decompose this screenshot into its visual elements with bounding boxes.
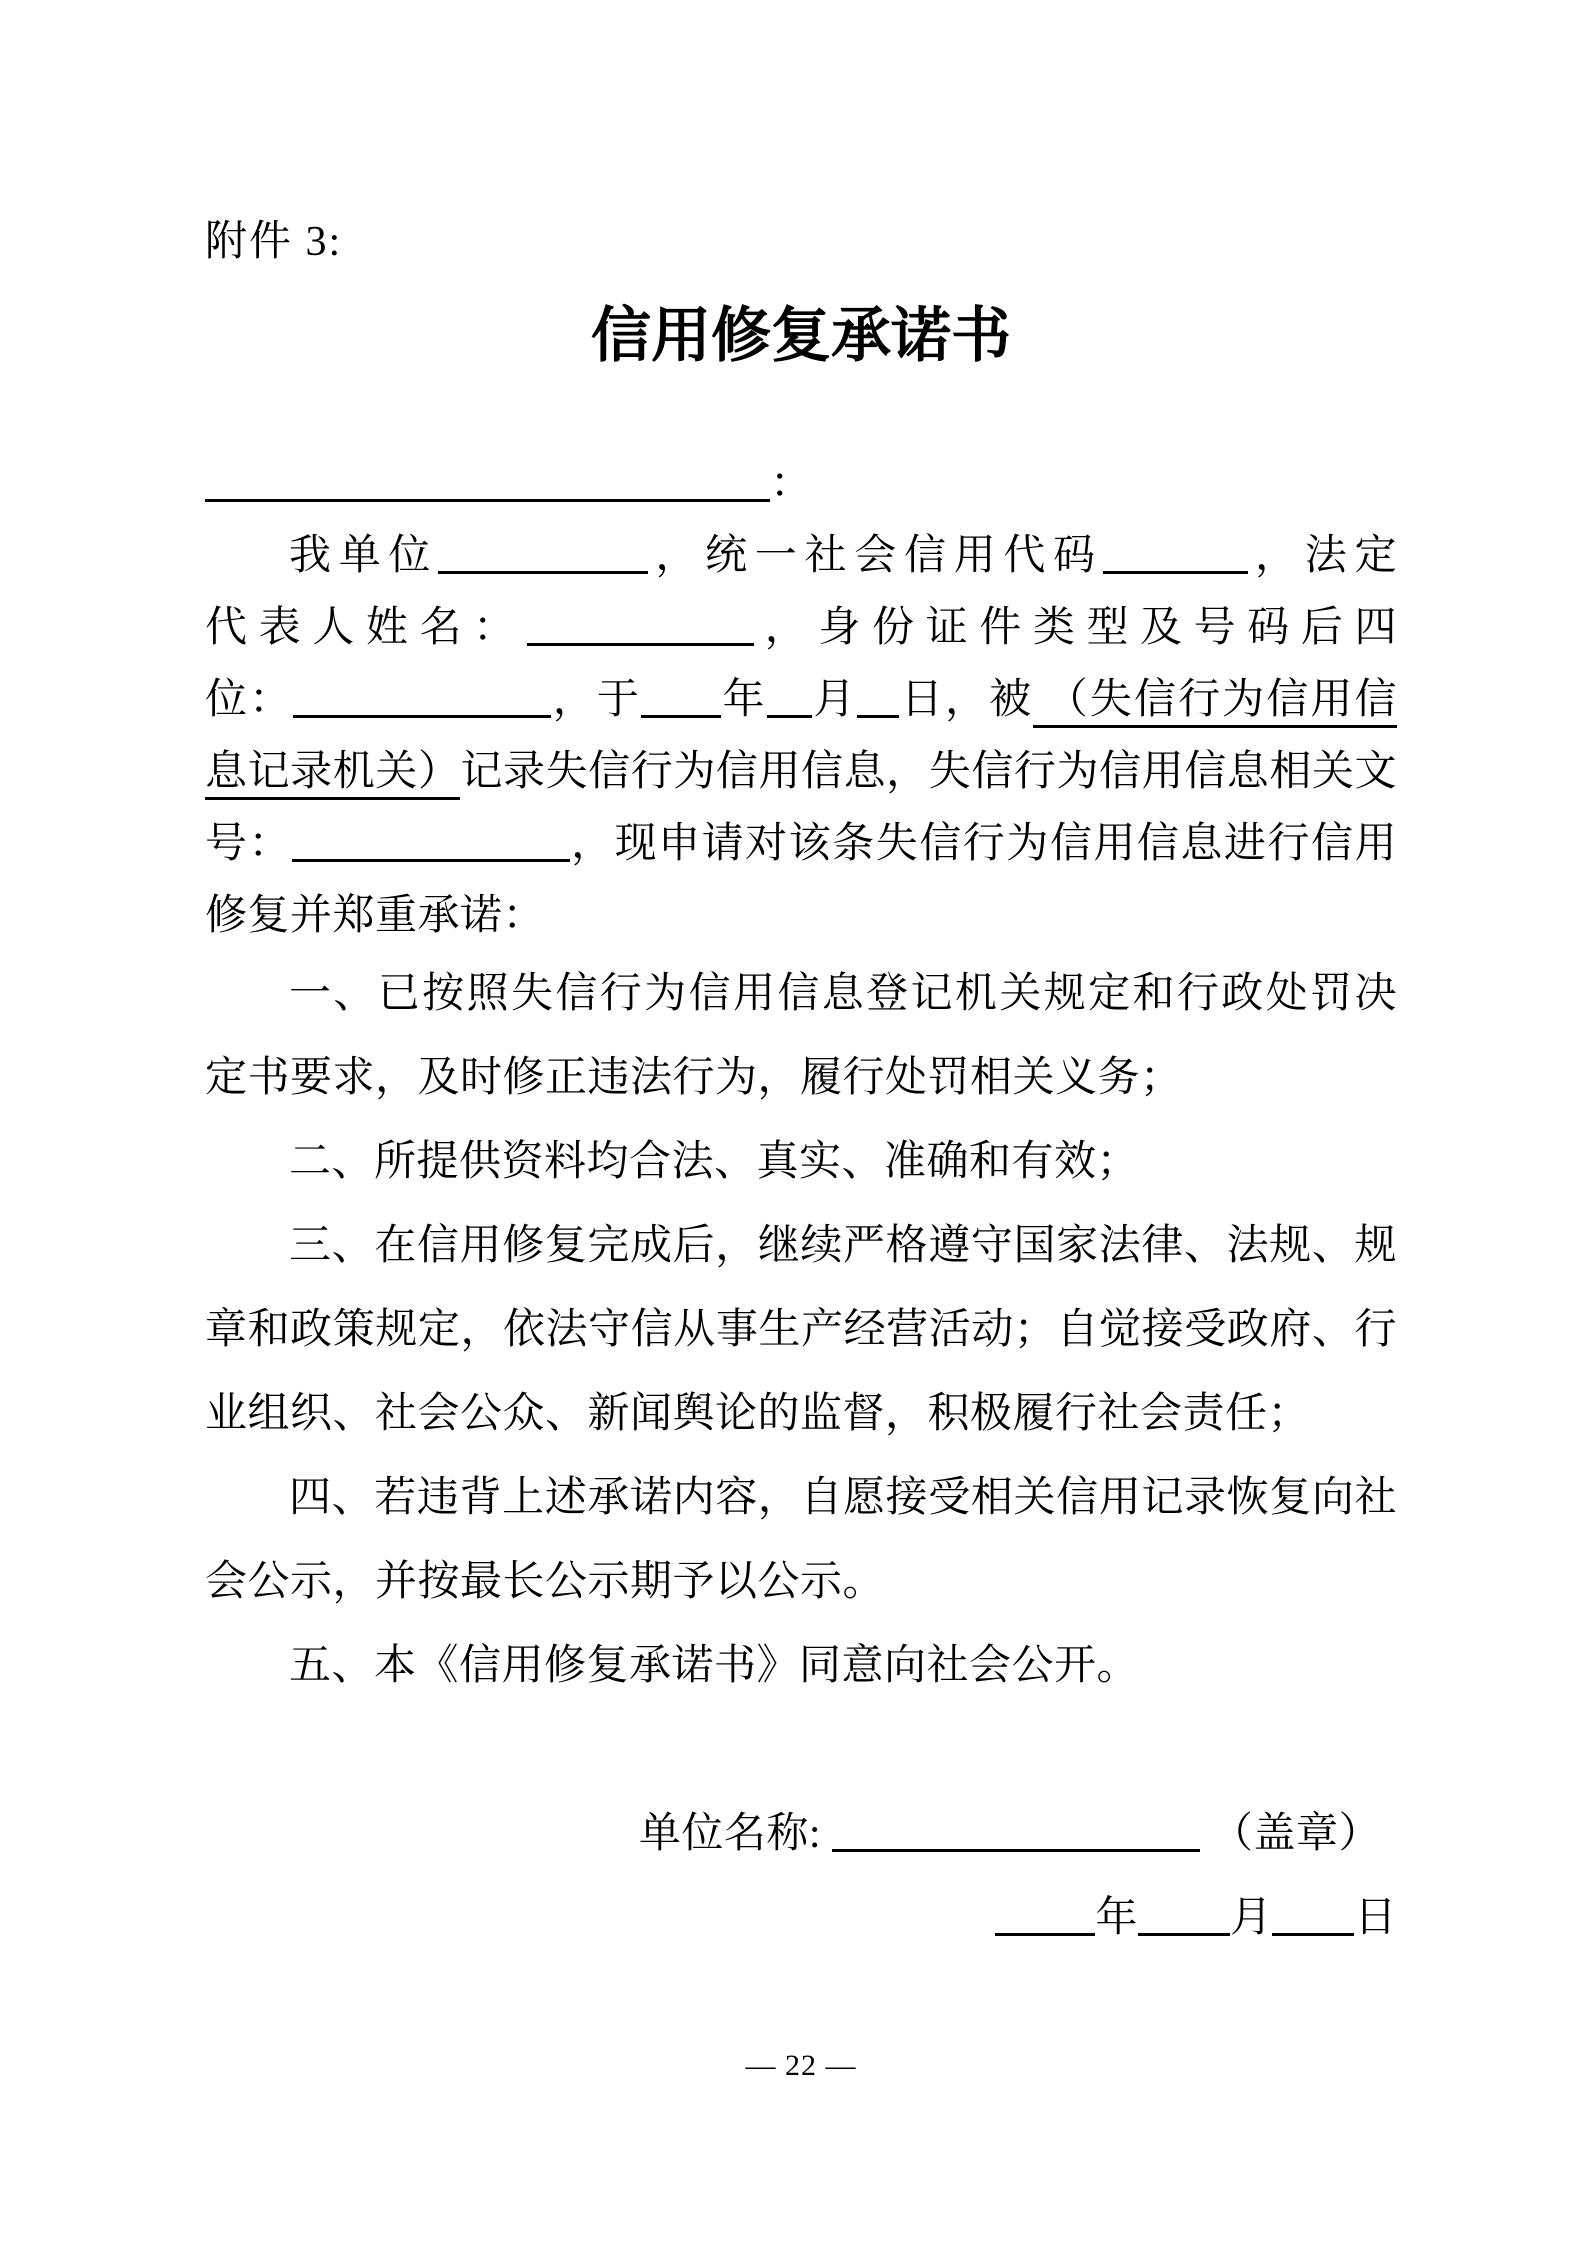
doc-line-opening-6 xyxy=(205,880,1397,952)
text-run: 月 xyxy=(811,677,858,723)
text-run: ： xyxy=(770,461,813,507)
text-run: ，身份证件类型及号码后四 xyxy=(753,605,1397,651)
page-number: — 22 — xyxy=(745,2049,857,2082)
signature-block xyxy=(205,1792,1397,1960)
text-run: ，于 xyxy=(551,677,641,723)
doc-line-salutation xyxy=(205,448,1397,520)
doc-line-opening-2 xyxy=(205,592,1397,664)
fill-in-blank xyxy=(1272,1930,1354,1936)
text-run: 记录失信行为信用信息，失信行为信用信息相关文 xyxy=(460,749,1397,795)
text-run: 二、所提供资料均合法、真实、准确和有效； xyxy=(289,1139,1140,1185)
text-run: 一、已按照失信行为信用信息登记机关规定和行政处罚决 xyxy=(289,971,1397,1017)
doc-line-signature-unit xyxy=(205,1792,1397,1876)
text-run: 日 xyxy=(1354,1895,1397,1941)
text-run: 月 xyxy=(1229,1895,1273,1941)
fill-in-blank xyxy=(767,712,812,718)
fill-in-blank xyxy=(293,712,551,718)
text-run: ，现申请对该条失信行为信用信息进行信用 xyxy=(570,821,1397,867)
text-run: （盖章） xyxy=(1199,1811,1381,1857)
text-run: 四、若违背上述承诺内容，自愿接受相关信用记录恢复向社 xyxy=(289,1475,1397,1521)
fill-in-blank xyxy=(641,712,721,718)
underlined-text-run: （失信行为信用信 xyxy=(1033,677,1397,728)
text-run: 章和政策规定，依法守信从事生产经营活动；自觉接受政府、行 xyxy=(205,1307,1397,1353)
doc-line-item-4a xyxy=(205,1456,1397,1540)
document-numbered-items xyxy=(205,952,1397,1708)
text-run: ，法定 xyxy=(1247,533,1397,579)
doc-line-item-3a xyxy=(205,1204,1397,1288)
doc-line-item-4b xyxy=(205,1540,1397,1624)
fill-in-blank xyxy=(292,856,570,862)
doc-line-item-5 xyxy=(205,1624,1397,1708)
text-run: 日，被 xyxy=(899,677,1034,723)
text-run: 业组织、社会公众、新闻舆论的监督，积极履行社会责任； xyxy=(205,1391,1311,1437)
document-title: 信用修复承诺书 xyxy=(591,303,1011,369)
doc-line-opening-3 xyxy=(205,664,1397,736)
text-run: 年 xyxy=(1095,1895,1138,1941)
doc-line-opening-5 xyxy=(205,808,1397,880)
doc-line-item-2 xyxy=(205,1120,1397,1204)
fill-in-blank xyxy=(438,568,648,574)
text-run: 三、在信用修复完成后，继续严格遵守国家法律、法规、规 xyxy=(289,1223,1397,1269)
text-run: 年 xyxy=(720,677,767,723)
attachment-note: 附件 3: xyxy=(205,219,343,265)
text-run: 代表人姓名： xyxy=(205,605,527,651)
document-opening-paragraph xyxy=(205,448,1397,952)
doc-line-signature-date xyxy=(205,1876,1397,1960)
doc-line-opening-4 xyxy=(205,736,1397,808)
fill-in-blank xyxy=(1103,568,1248,574)
fill-in-blank xyxy=(995,1930,1095,1936)
doc-line-item-3b xyxy=(205,1288,1397,1372)
doc-line-item-1b xyxy=(205,1036,1397,1120)
fill-in-blank xyxy=(1138,1930,1230,1936)
text-run: 单位名称: xyxy=(638,1811,832,1857)
text-run: 号： xyxy=(205,821,293,867)
underlined-text-run: 息记录机关） xyxy=(205,749,460,800)
doc-line-opening-1 xyxy=(205,520,1397,592)
doc-line-item-3c xyxy=(205,1372,1397,1456)
doc-line-item-1a xyxy=(205,952,1397,1036)
text-run: 会公示，并按最长公示期予以公示。 xyxy=(205,1559,886,1605)
fill-in-blank xyxy=(527,640,754,646)
fill-in-blank xyxy=(857,712,899,718)
fill-in-blank xyxy=(205,496,770,502)
text-run: ，统一社会信用代码 xyxy=(648,533,1103,579)
text-run: 修复并郑重承诺： xyxy=(205,893,546,939)
text-run: 位： xyxy=(205,677,294,723)
text-run: 五、本《信用修复承诺书》同意向社会公开。 xyxy=(289,1643,1140,1689)
text-run: 定书要求，及时修正违法行为，履行处罚相关义务； xyxy=(205,1055,1183,1101)
fill-in-blank xyxy=(832,1846,1200,1852)
text-run: 我单位 xyxy=(289,533,439,579)
